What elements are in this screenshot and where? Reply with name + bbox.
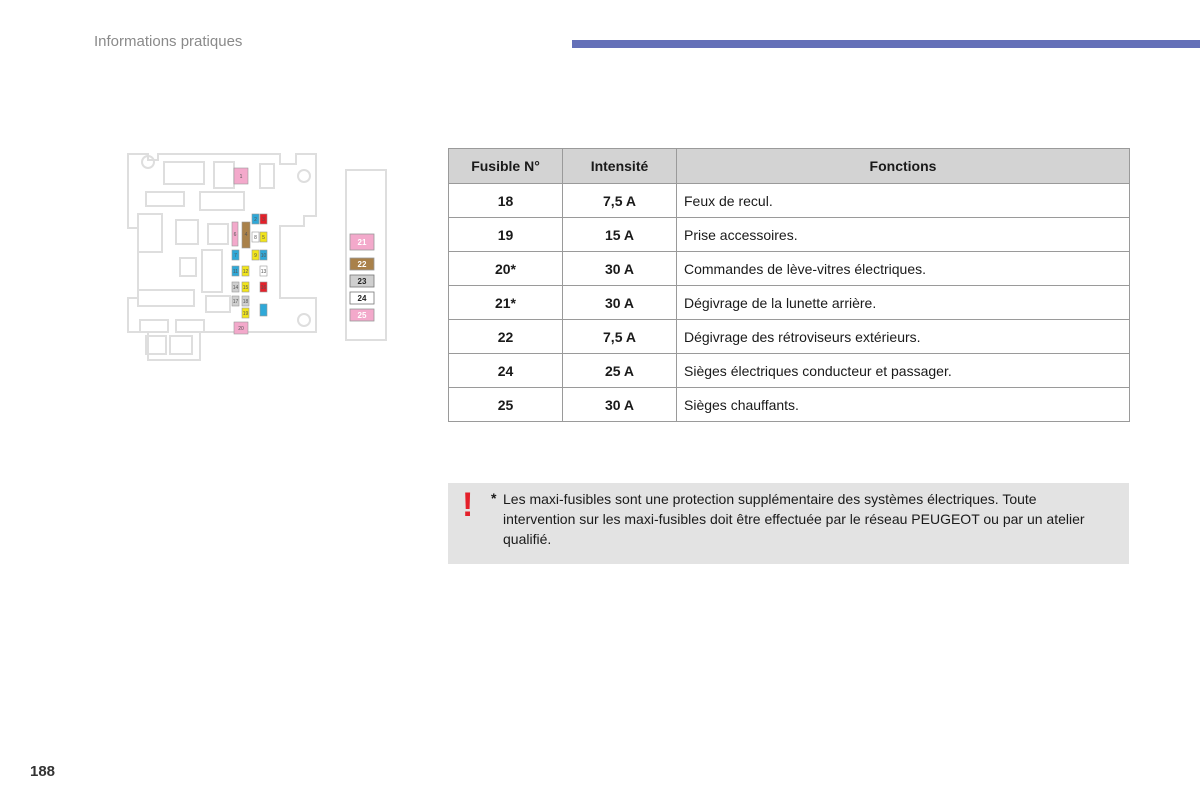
fuse-1-label: 1 (239, 174, 243, 180)
fuse-9-label: 9 (254, 253, 257, 259)
amperage-cell: 15 A (563, 218, 677, 252)
fuse-3-label: 3 (262, 217, 265, 223)
fuse-5-label: 5 (262, 235, 265, 241)
fuse-19-label: 19 (242, 311, 249, 317)
maxi-fuse-23-label: 23 (357, 277, 367, 286)
fuse-17-label: 17 (232, 299, 239, 305)
table-row (449, 184, 1130, 218)
function-cell: Sièges électriques conducteur et passager. (677, 354, 1130, 388)
fuse-16-label: 16 (260, 285, 267, 291)
maxi-fuse-21-label: 21 (357, 238, 367, 247)
fuse-11-label: 11 (232, 269, 239, 275)
fuse-number-cell: 24 (449, 354, 563, 388)
maxi-fuse-22-label: 22 (357, 260, 367, 269)
fuse-table (448, 148, 1130, 422)
fuse-number-cell: 18 (449, 184, 563, 218)
table-row (449, 388, 1130, 422)
table-row (449, 286, 1130, 320)
fuse-6-label: 6 (233, 232, 237, 238)
fuse-number-cell: 22 (449, 320, 563, 354)
warning-box (448, 483, 1129, 564)
amperage-cell: 7,5 A (563, 184, 677, 218)
header-title: Informations pratiques (94, 33, 243, 50)
function-cell: Commandes de lève-vitres électriques. (677, 252, 1130, 286)
amperage-cell: 25 A (563, 354, 677, 388)
amperage-cell: 30 A (563, 388, 677, 422)
amperage-cell: 30 A (563, 252, 677, 286)
warning-text: Les maxi-fusibles sont une protection supplémentaire des systèmes électriques. Toute intervention sur les maxi-fusibles doit être effectuée par le réseau PEUGEOT ou par un atelier qualifié. (503, 491, 1085, 547)
table-row (449, 252, 1130, 286)
fuse-15-label: 15 (242, 285, 249, 291)
fuse-20-label: 20 (238, 326, 244, 332)
fuse-number-cell: 25 (449, 388, 563, 422)
function-cell: Prise accessoires. (677, 218, 1130, 252)
maxi-fuse-25-label: 25 (357, 311, 367, 320)
table-row (449, 354, 1130, 388)
table-header-row (449, 149, 1130, 184)
function-cell: Dégivrage de la lunette arrière. (677, 286, 1130, 320)
fuse-13-label: 13 (260, 269, 267, 275)
fuse-8-label: 8 (254, 235, 257, 241)
header-bar (572, 40, 1200, 48)
fuse-number-cell: 20* (449, 252, 563, 286)
fuse-7-label: 7 (234, 253, 237, 259)
amperage-cell: 7,5 A (563, 320, 677, 354)
fuse-10-label: 10 (260, 253, 267, 259)
fuse-4-label: 4 (244, 232, 248, 238)
function-cell: Dégivrage des rétroviseurs extérieurs. (677, 320, 1130, 354)
fuse-19b (260, 304, 267, 316)
table-row (449, 218, 1130, 252)
fuse-12-label: 12 (242, 269, 249, 275)
maxi-fuse-24-label: 24 (357, 294, 367, 303)
header-amperage: Intensité (563, 149, 677, 184)
fuse-14-label: 14 (232, 285, 239, 291)
fuse-number-cell: 21* (449, 286, 563, 320)
function-cell: Feux de recul. (677, 184, 1130, 218)
fuse-2-label: 2 (254, 217, 257, 223)
amperage-cell: 30 A (563, 286, 677, 320)
fuse-box-diagram (120, 148, 400, 370)
function-cell: Sièges chauffants. (677, 388, 1130, 422)
warning-asterisk: * (491, 490, 497, 506)
page-number: 188 (30, 763, 56, 780)
warning-exclamation-icon: ! (462, 486, 474, 524)
header-functions: Fonctions (677, 149, 1130, 184)
fuse-number-cell: 19 (449, 218, 563, 252)
header-fuse-number: Fusible N° (449, 149, 563, 184)
table-row (449, 320, 1130, 354)
fuse-18-label: 18 (242, 299, 249, 305)
